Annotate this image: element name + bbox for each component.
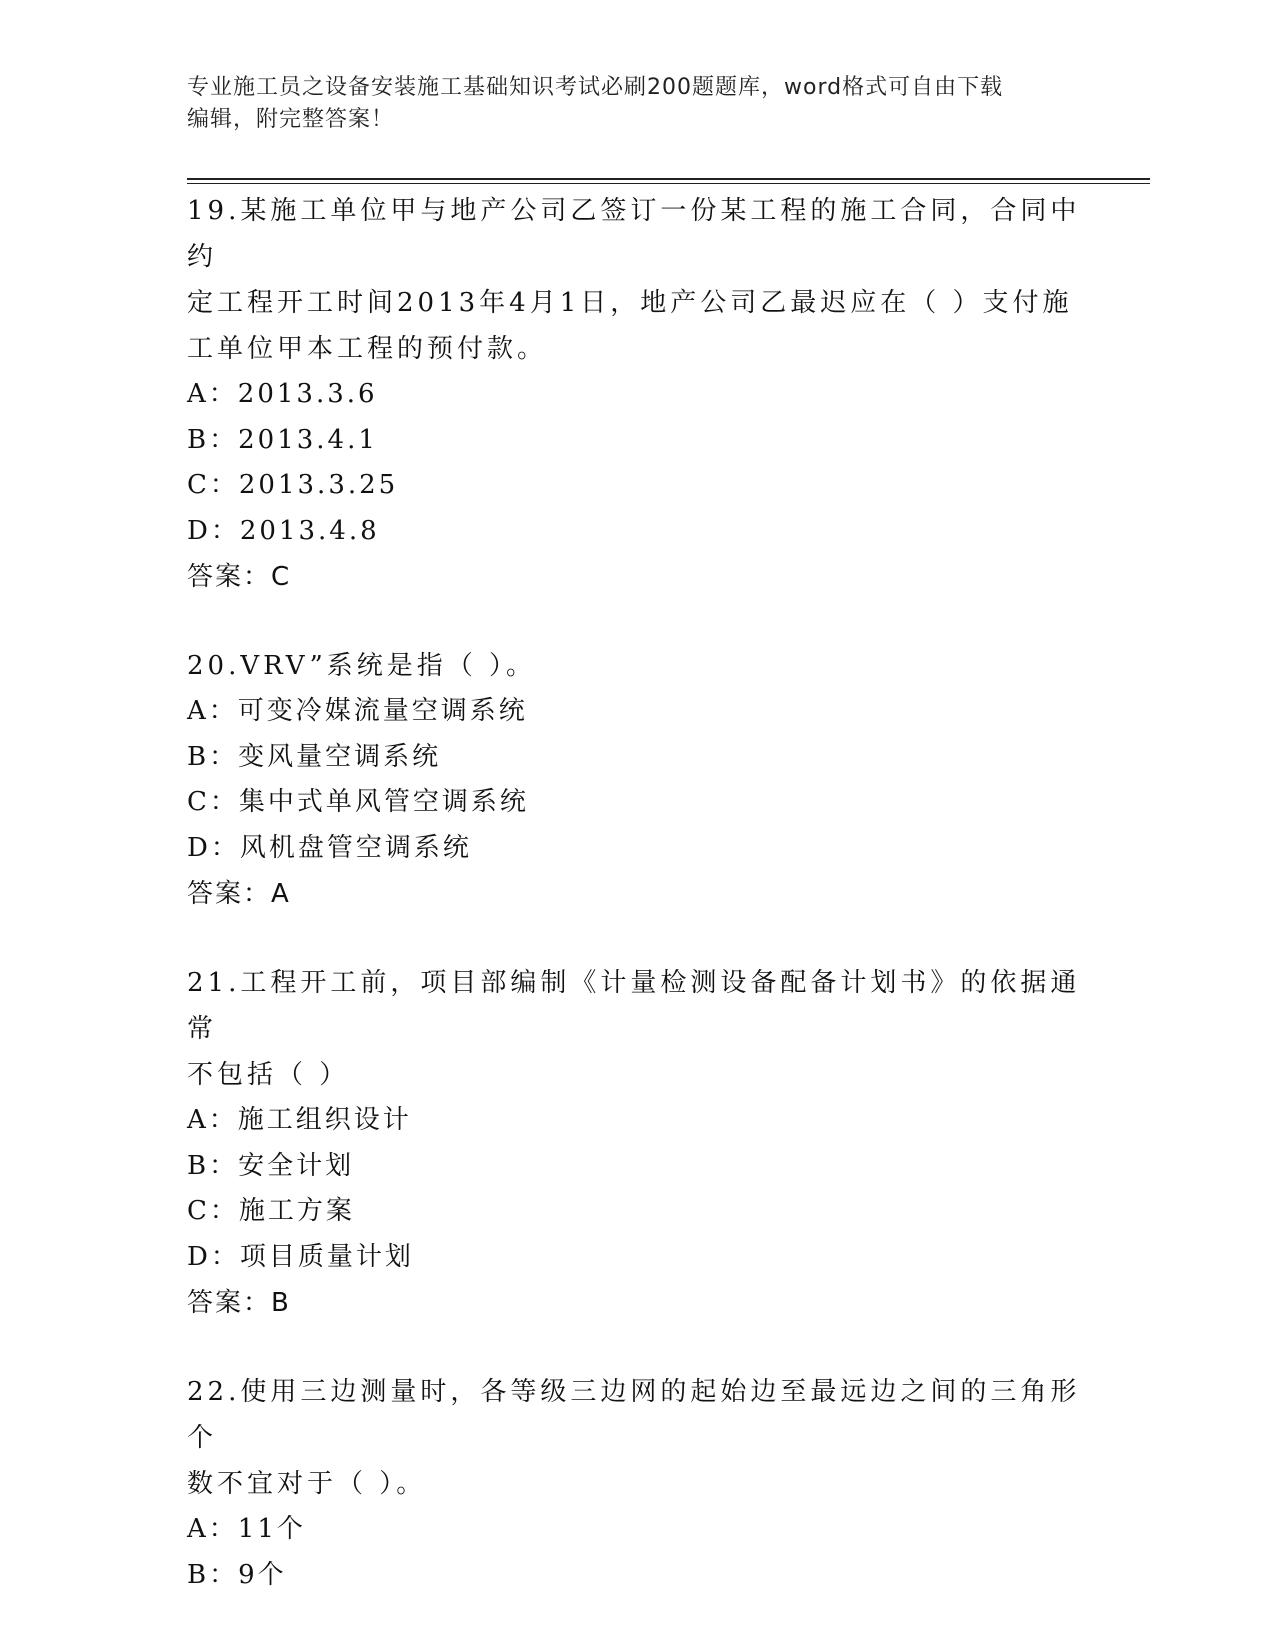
answer-line: 答案：B <box>187 1288 291 1318</box>
question-21 <box>187 960 1087 1326</box>
option-d: D：风机盘管空调系统 <box>187 832 472 863</box>
option-a: A：11个 <box>187 1514 306 1544</box>
option-a: A：2013.3.6 <box>187 379 378 409</box>
question-stem-line: 21.工程开工前，项目部编制《计量检测设备配备计划书》的依据通常 <box>187 968 1081 1044</box>
option-d: D：项目质量计划 <box>187 1241 414 1272</box>
question-stem-line: 22.使用三边测量时，各等级三边网的起始边至最远边之间的三角形个 <box>187 1377 1081 1453</box>
question-stem-line: 定工程开工时间2013年4月1日，地产公司乙最迟应在（ ）支付施 <box>187 288 1073 318</box>
option-b: B：2013.4.1 <box>187 424 378 455</box>
option-d: D：2013.4.8 <box>187 515 380 546</box>
question-stem-line: 工单位甲本工程的预付款。 <box>187 334 548 364</box>
header-divider-thin <box>187 183 1150 184</box>
question-stem-line: 数不宜对于（ ）。 <box>187 1469 427 1499</box>
option-a: A：施工组织设计 <box>187 1105 412 1135</box>
answer-line: 答案：C <box>187 562 292 592</box>
question-list <box>187 188 1087 1641</box>
answer-line: 答案：A <box>187 879 291 909</box>
option-c: C：集中式单风管空调系统 <box>187 787 529 817</box>
option-b: B：安全计划 <box>187 1150 355 1181</box>
header-line-1: 专业施工员之设备安装施工基础知识考试必刷200题题库，word格式可自由下载 <box>187 75 1004 100</box>
option-c: C：2013.3.25 <box>187 470 399 500</box>
header-divider <box>187 178 1150 180</box>
question-22 <box>187 1369 1087 1598</box>
question-stem-line: 不包括（ ） <box>187 1060 350 1090</box>
question-stem-line: 19.某施工单位甲与地产公司乙签订一份某工程的施工合同，合同中约 <box>187 196 1081 272</box>
question-19 <box>187 188 1087 600</box>
question-stem-line: 20.VRV”系统是指（ ）。 <box>187 651 537 681</box>
header-line-2: 编辑，附完整答案！ <box>187 107 395 132</box>
option-b: B：9个 <box>187 1559 287 1590</box>
question-20 <box>187 643 1087 917</box>
document-header <box>187 72 1067 136</box>
option-c: C：施工方案 <box>187 1196 355 1226</box>
option-a: A：可变冷媒流量空调系统 <box>187 696 528 726</box>
option-b: B：变风量空调系统 <box>187 741 442 772</box>
